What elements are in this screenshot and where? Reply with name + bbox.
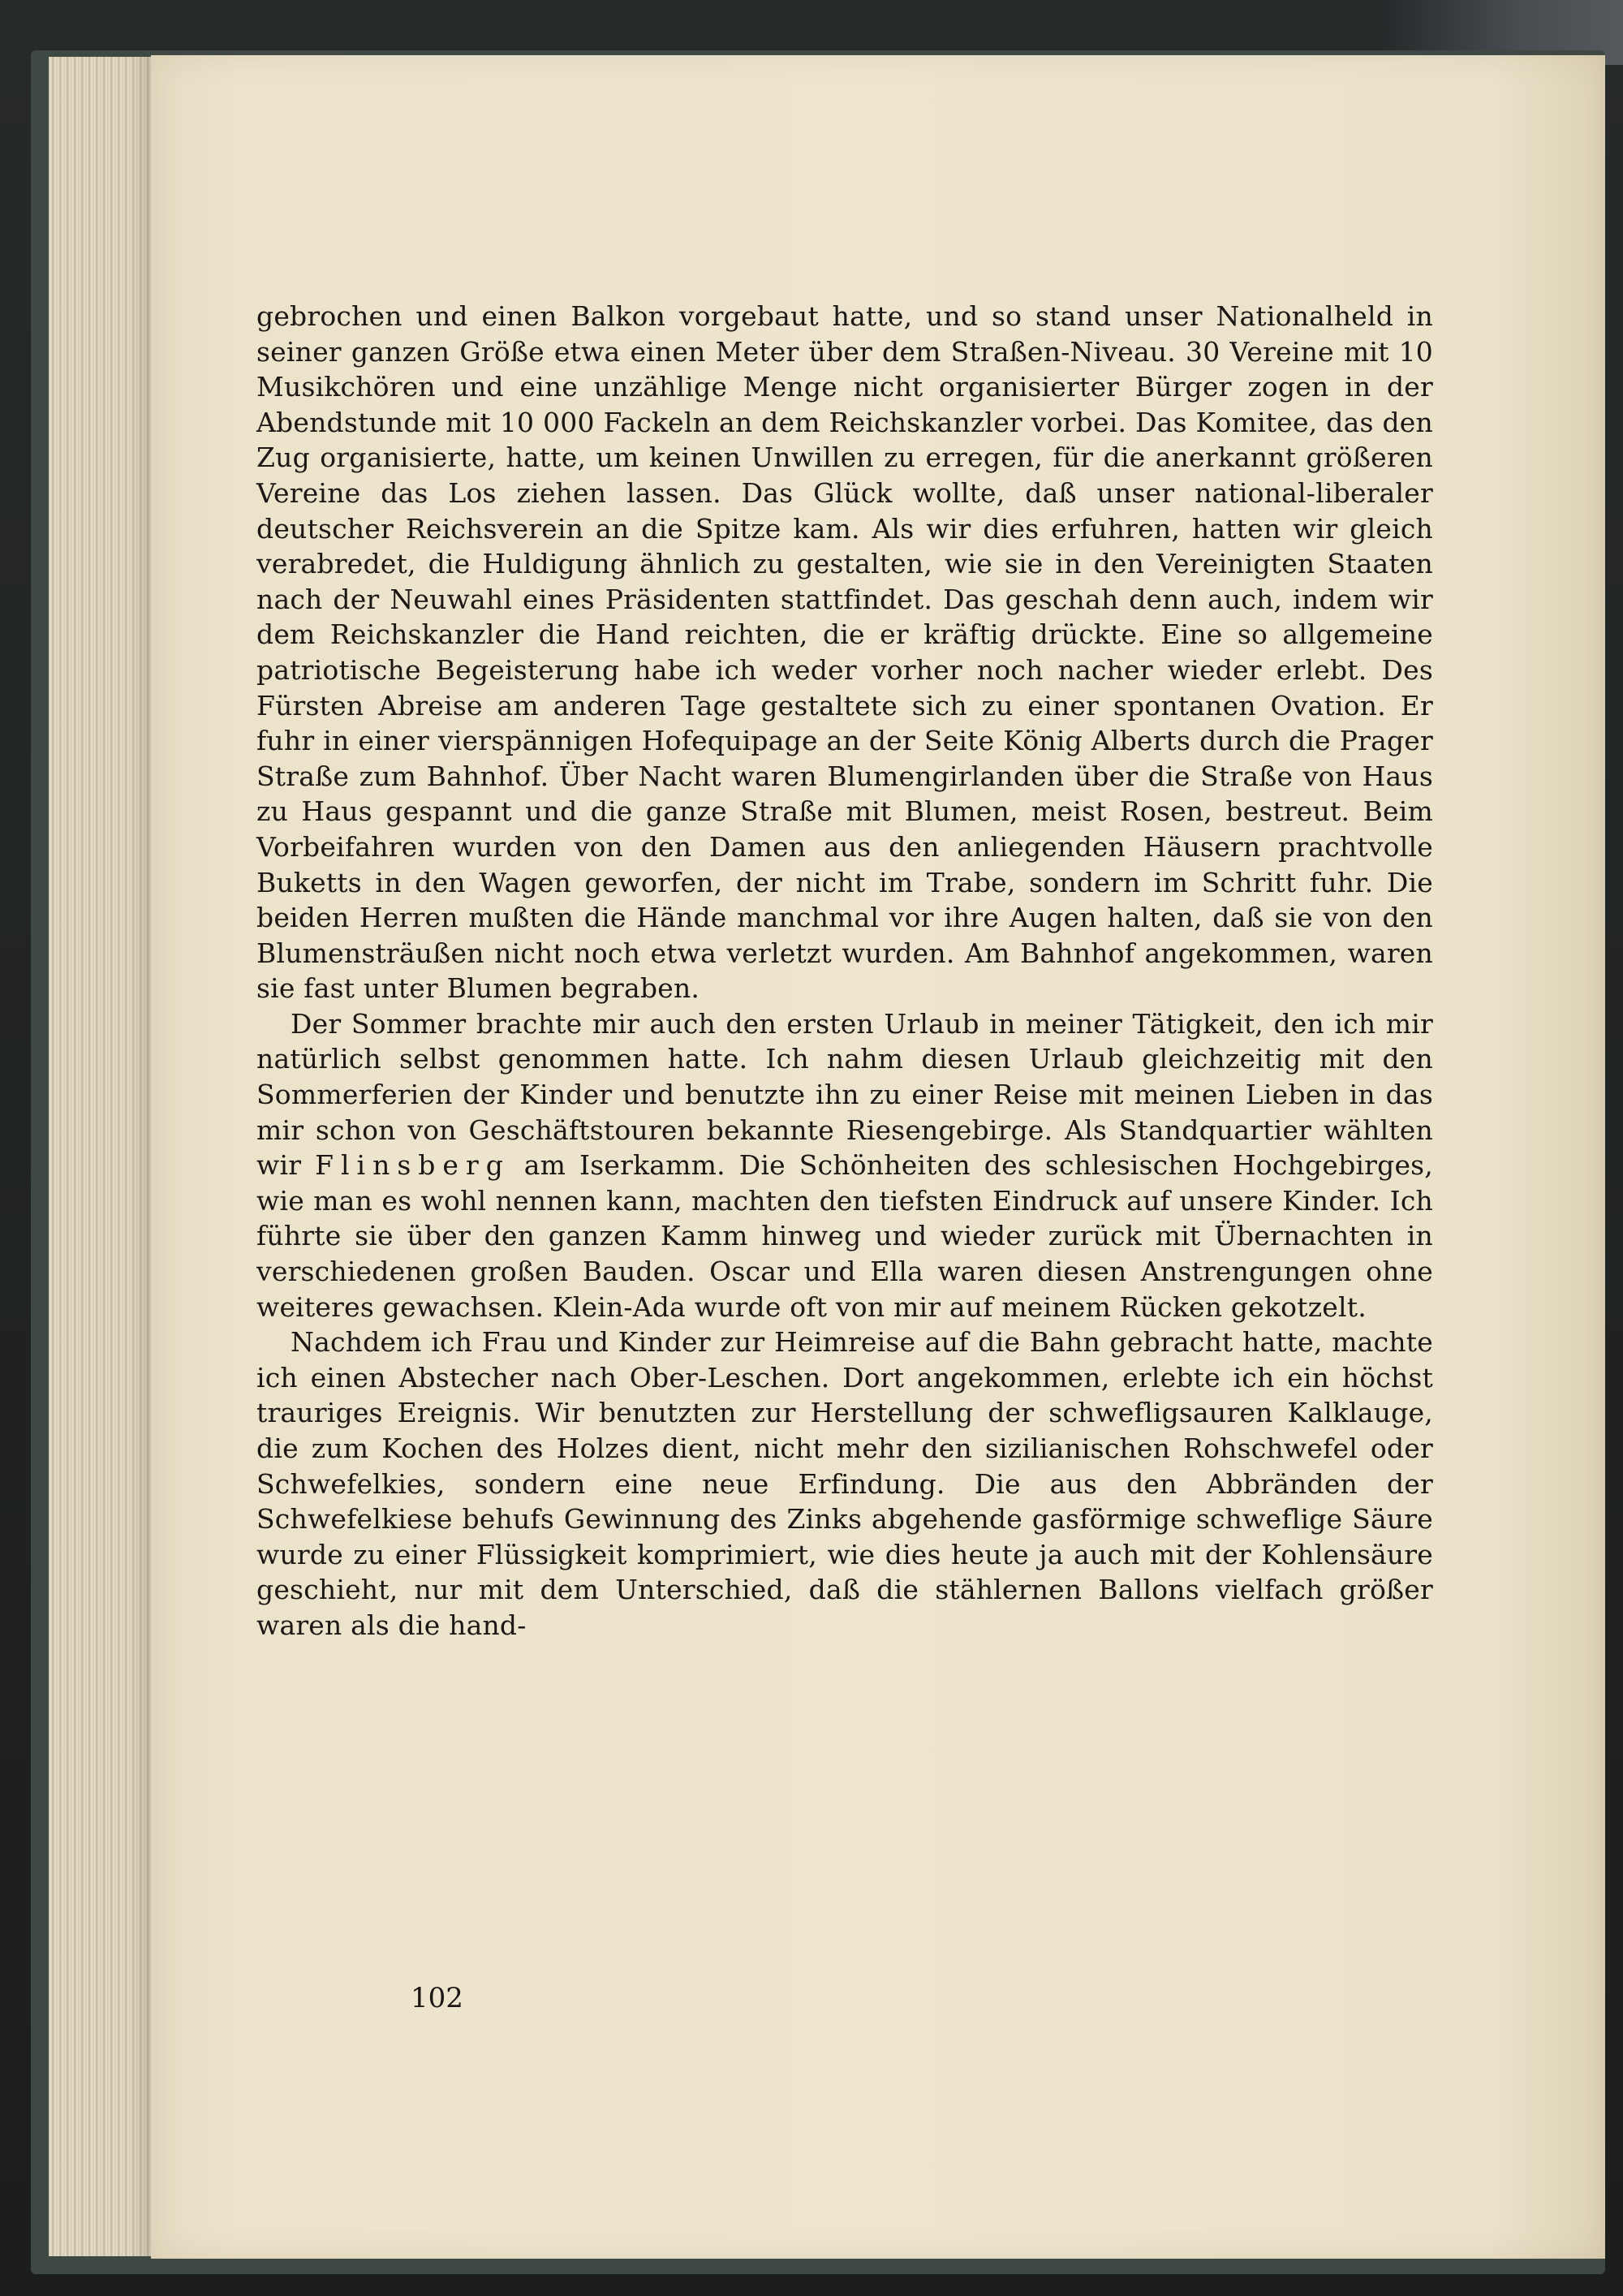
paragraph-2 (256, 1006, 1433, 1325)
page-edges (49, 57, 154, 2256)
paragraph-2-part-2: am Iserkamm. Die Schönheiten des schlesischen Hochgebirges, wie man es wohl nennen kann, machten den tiefsten Eindruck auf unsere Kinder. Ich führte sie über den ganzen Kamm hinweg und wieder zurück mit Übernachten in verschiedenen großen Bauden. Oscar und Ella waren diesen Anstrengungen ohne weiteres gewachsen. Klein-Ada wurde oft von mir auf meinem Rücken gekotzelt. (256, 1149, 1433, 1323)
paragraph-1: gebrochen und einen Balkon vorgebaut hatte, und so stand unser Nationalheld in seiner ganzen Größe etwa einen Meter über dem Straßen-Niveau. 30 Vereine mit 10 Musikchören und eine unzählige Menge nicht organisierter Bürger zogen in der Abendstunde mit 10 000 Fackeln an dem Reichskanzler vorbei. Das Komitee, das den Zug organisierte, hatte, um keinen Unwillen zu erregen, für die anerkannt größeren Vereine das Los ziehen lassen. Das Glück wollte, daß unser national-liberaler deutscher Reichsverein an die Spitze kam. Als wir dies erfuhren, hatten wir gleich verabredet, die Huldigung ähnlich zu gestalten, wie sie in den Vereinigten Staaten nach der Neuwahl eines Präsidenten stattfindet. Das geschah denn auch, indem wir dem Reichskanzler die Hand reichten, die er kräftig drückte. Eine so allgemeine patriotische Begeisterung habe ich weder vorher noch nacher wieder erlebt. Des Fürsten Abreise am anderen Tage gestaltete sich zu einer spontanen Ovation. Er fuhr in einer vierspännigen Hofequipage an der Seite König Alberts durch die Prager Straße zum Bahnhof. Über Nacht waren Blumengirlanden über die Straße von Haus zu Haus gespannt und die ganze Straße mit Blumen, meist Rosen, bestreut. Beim Vorbeifahren wurden von den Damen aus den anliegenden Häusern prachtvolle Buketts in den Wagen geworfen, der nicht im Trabe, sondern im Schritt fuhr. Die beiden Herren mußten die Hände manchmal vor ihre Augen halten, daß sie von den Blumensträußen nicht noch etwa verletzt wurden. Am Bahnhof angekommen, waren sie fast unter Blumen begraben. (256, 300, 1433, 1005)
body-text (256, 299, 1433, 1643)
place-name-spaced: Flinsberg (315, 1149, 510, 1182)
paragraph-2-part-1: Der Sommer brachte mir auch den ersten Urlaub in meiner Tätigkeit, den ich mir natürlich selbst genommen hatte. Ich nahm diesen Urlaub gleichzeitig mit den Sommerferien der Kinder und benutzte ihn zu einer Reise mit meinen Lieben in das mir schon von Geschäftstouren bekannte Riesengebirge. Als Standquartier wählten wir (256, 1007, 1433, 1182)
paragraph-3: Nachdem ich Frau und Kinder zur Heimreise auf die Bahn gebracht hatte, machte ich einen Abstecher nach Ober-Leschen. Dort angekommen, erlebte ich ein höchst trauriges Ereignis. Wir benutzten zur Herstellung der schwefligsauren Kalklauge, die zum Kochen des Holzes dient, nicht mehr den sizilianischen Rohschwefel oder Schwefelkies, sondern eine neue Erfindung. Die aus den Abbränden der Schwefelkiese behufs Gewinnung des Zinks abgehende gasförmige schweflige Säure wurde zu einer Flüssigkeit komprimiert, wie dies heute ja auch mit der Kohlensäure geschieht, nur mit dem Unterschied, daß die stählernen Ballons vielfach größer waren als die hand- (256, 1326, 1433, 1641)
page-number: 102 (411, 1982, 463, 2014)
